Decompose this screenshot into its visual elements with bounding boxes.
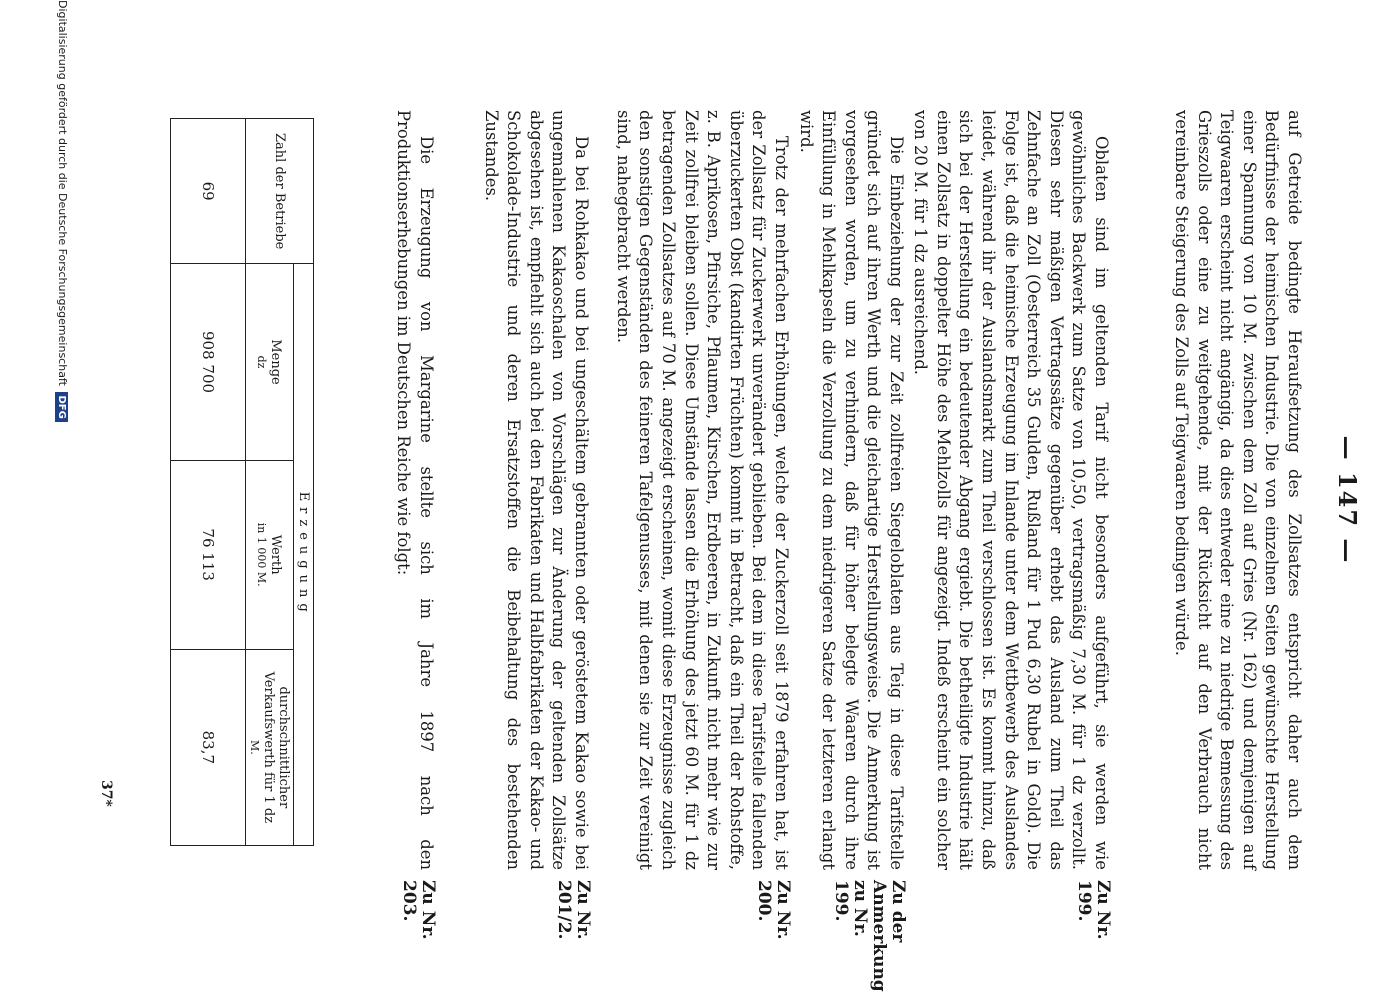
paragraph-zuckerwerk: Trotz der mehrfachen Erhöhungen, welche der Zuckerzoll seit 1879 erfahren hat, ist der Zollsatz für Zuckerwerk unverändert geblieben. Bei dem in diese Tarifstelle fallenden überzuckerten Obst (kandirten Früchten) kommt in Betracht, daß ein Theil der Rohstoffe, z. B. Aprikosen, Pfirsiche, Pflaumen, Kirschen, Erdbeeren, in Zukunft nicht mehr wie zur Zeit zollfrei bleiben sollen. Diese Umstände lassen die Erhöhung des jetzt 60 M. für 1 dz betragenden Zollsatzes auf 70 M. angezeigt erscheinen, womit diese Erzeugnisse zugleich den sonstigen Gegenständen des feineren Tafelgenusses, mit denen sie zur Zeit vereinigt sind, nahegebracht werden.: [613, 110, 791, 870]
cell-werth: 76 113: [171, 460, 246, 649]
sheet-signature: 37*: [98, 780, 114, 807]
margin-note-201-2: Zu Nr. 201/2.: [554, 880, 593, 940]
margarine-production-table: [170, 118, 314, 846]
header-menge: Menge dz: [246, 264, 294, 460]
paragraph-siegeloblaten: Die Einbeziehung der zur Zeit zollfreien Siegeloblaten aus Teig in diese Tarifstelle gründet sich auf ihren Werth und die gleichartige Herstellungsweise. Die Anmerkung ist vorgesehen worden, um zu verhindern, daß für höher belegte Waaren durch ihre Einfüllung in Mehlkapseln die Verzollung zu dem niedrigeren Satze der letzteren erlangt wird.: [796, 110, 906, 870]
cell-menge: 908 700: [171, 264, 246, 460]
table-row: [171, 119, 246, 846]
header-verkaufswerth: durchschnittlicher Verkaufswerth für 1 dz M.: [246, 649, 294, 845]
paragraph-grain-duty: auf Getreide bedingte Heraufsetzung des Zollsatzes entspricht daher auch dem Bedürfnisse der heimischen Industrie. Die von einzelnen Seiten gewünschte Herstellung einer Spannung von 10 M. zwischen dem Zoll auf Gries (Nr. 162) und demjenigen auf Teigwaaren erscheint nicht angängig, da dies entweder eine zu niedrige Bemessung des Grieszolls oder eine zu weitgehende, mit der Rücksicht auf den Verbrauch nicht vereinbare Steigerung des Zolls auf Teigwaaren bedingen würde.: [1172, 110, 1304, 870]
dfg-footer: [55, 0, 69, 422]
margin-note-199: Zu Nr. 199.: [1074, 880, 1113, 940]
header-erzeugung: Erzeugung: [294, 264, 314, 846]
header-werth: Werth in 1 000 M.: [246, 460, 294, 649]
page-number: — 147 —: [1333, 435, 1362, 565]
paragraph-oblaten: Oblaten sind im geltenden Tarif nicht besonders aufgeführt, sie werden wie gewöhnliches Backwerk zum Satze von 10,50, vertragsmäßig 7,30 M. für 1 dz verzollt. Diesen sehr mäßigen Vertragssätze gegenüber erhebt das Ausland zum Theil das Zehnfache an Zoll (Oesterreich 35 Gulden, Rußland für 1 Pud 6,30 Rubel in Gold). Die Folge ist, daß die heimische Erzeugung im Inlande unter dem Wettbewerb des Auslandes leidet, während ihr der Auslandsmarkt zum Theil verschlossen ist. Es kommt hinzu, daß sich bei der Herstellung ein bedeutender Abgang ergiebt. Die betheiligte Industrie hält einen Zollsatz in doppelter Höhe des Mehlzolls für angezeigt. Indeß erscheint ein solcher von 20 M. für 1 dz ausreichend.: [911, 110, 1111, 870]
cell-betriebe: 69: [171, 119, 246, 264]
paragraph-margarine: Die Erzeugung von Margarine stellte sich im Jahre 1897 nach den Produktionserhebungen im Deutschen Reiche wie folgt:: [394, 110, 436, 870]
dfg-logo: DFG: [55, 392, 68, 421]
margin-note-203: Zu Nr. 203.: [399, 880, 438, 940]
paragraph-kakao: Da bei Rohkakao und bei ungeschältem gebrannten oder geröstetem Kakao sowie bei ungemahlenen Kakaoschalen von Vorschlägen zur Änderung der geltenden Zollsätze abgesehen ist, empfiehlt sich auch bei den Fabrikaten und Halbfabrikaten der Kakao- und Schokolade-Industrie und deren Ersatzstoffen die Beibehaltung des bestehenden Zustandes.: [481, 110, 591, 870]
header-betriebe: Zahl der Betriebe: [246, 119, 314, 264]
footer-text: Digitalisierung gefördert durch die Deutsche Forschungsgemeinschaft: [56, 0, 69, 386]
cell-verkaufswerth: 83,7: [171, 649, 246, 845]
margin-note-anmerkung-199: Zu der Anmerkung zu Nr. 199.: [831, 880, 908, 992]
margin-note-200: Zu Nr. 200.: [754, 880, 793, 940]
